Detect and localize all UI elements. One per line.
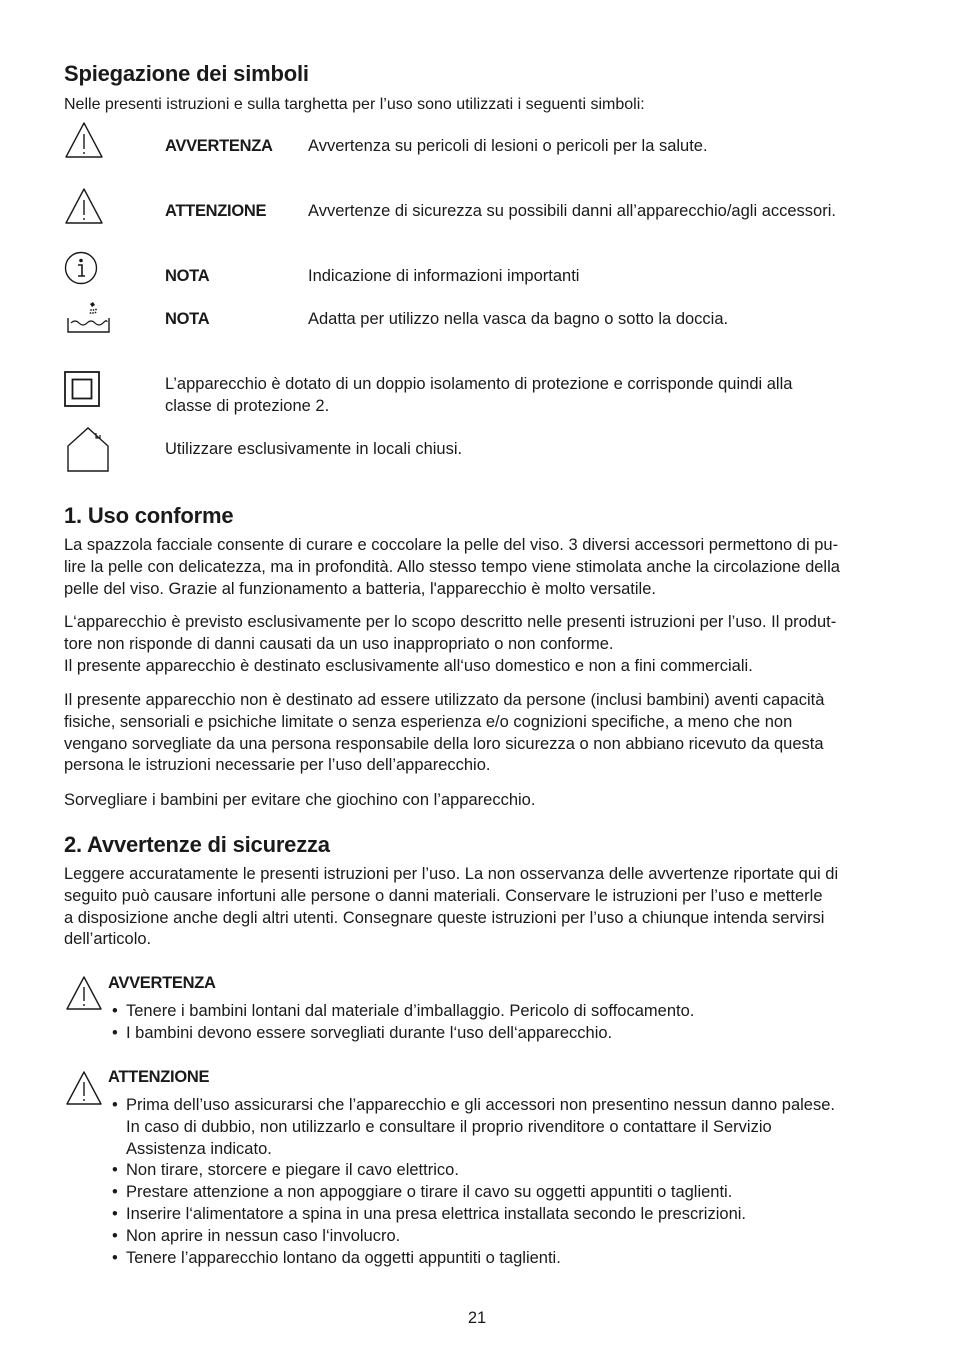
symbol-text-attenzione: Avvertenze di sicurezza su possibili danni all’apparecchio/agli accessori. — [308, 202, 836, 220]
bath-shower-icon — [66, 301, 112, 335]
page-number: 21 — [467, 1309, 487, 1327]
avvertenze-paragraph — [64, 864, 890, 951]
text-line: Il presente apparecchio è destinato esclusivamente all‘uso domestico e non a fini commerciali. — [64, 656, 753, 675]
text-line: dell’articolo. — [64, 930, 152, 949]
uso-paragraph-2 — [64, 612, 890, 677]
text-line: Sorvegliare i bambini per evitare che giochino con l’apparecchio. — [64, 791, 536, 809]
text-line: Leggere accuratamente le presenti istruzioni per l’uso. La non osservanza delle avvertenze riportate qui di — [64, 865, 839, 883]
list-item: • Inserire l‘alimentatore a spina in una presa elettrica installata secondo le prescrizioni. — [112, 1204, 902, 1226]
text-line: lire la pelle con delicatezza, ma in profondità. Allo stesso tempo viene stimolata anche la circolazione della — [64, 557, 840, 576]
insulation-line: L’apparecchio è dotato di un doppio isolamento di protezione e corrisponde quindi alla — [165, 375, 793, 393]
warning-triangle-icon — [64, 121, 104, 159]
text-line: vengano sorvegliate da una persona responsabile della loro sicurezza o non abbiano ricevuto da questa — [64, 734, 824, 753]
section-title-symbols: Spiegazione dei simboli — [64, 61, 309, 86]
text-line: Assistenza indicato. — [126, 1139, 272, 1158]
symbol-text-nota: Indicazione di informazioni importanti — [308, 267, 580, 285]
text-line: • Prima dell’uso assicurarsi che l’apparecchio e gli accessori non presentino nessun danno palese. — [126, 1096, 835, 1114]
text-line: tore non risponde di danni causati da un uso inappropriato o non conforme. — [64, 634, 614, 653]
symbol-text-indoor: Utilizzare esclusivamente in locali chiusi. — [165, 440, 463, 458]
list-item: • Non aprire in nessun caso l‘involucro. — [112, 1226, 902, 1248]
warning-label: AVVERTENZA — [108, 974, 216, 992]
symbol-text-insulation — [165, 374, 792, 417]
caution-label: ATTENZIONE — [108, 1068, 210, 1086]
warning-triangle-icon — [65, 1070, 103, 1106]
section-title-avvertenze: 2. Avvertenze di sicurezza — [64, 832, 330, 857]
caution-list — [112, 1095, 902, 1269]
uso-paragraph-3 — [64, 690, 890, 777]
list-item: • Tenere l’apparecchio lontano da oggetti appuntiti o taglienti. — [112, 1248, 902, 1270]
symbol-text-bath: Adatta per utilizzo nella vasca da bagno o sotto la doccia. — [308, 310, 729, 328]
symbol-label-attenzione: ATTENZIONE — [165, 202, 267, 220]
list-item: • Non tirare, storcere e piegare il cavo elettrico. — [112, 1160, 902, 1182]
text-line: Il presente apparecchio non è destinato ad essere utilizzato da persone (inclusi bambini) aventi capacità — [64, 691, 825, 709]
warning-triangle-icon — [65, 975, 103, 1011]
house-indoor-icon — [66, 426, 110, 472]
info-circle-icon — [64, 251, 98, 285]
symbol-text-avvertenza: Avvertenza su pericoli di lesioni o pericoli per la salute. — [308, 137, 708, 155]
warning-list — [112, 1001, 902, 1045]
insulation-line: classe di protezione 2. — [165, 396, 330, 415]
text-line: In caso di dubbio, non utilizzarlo e consultare il proprio rivenditore o contattare il Servizio — [126, 1117, 772, 1136]
symbols-intro: Nelle presenti istruzioni e sulla targhetta per l’uso sono utilizzati i seguenti simboli: — [64, 96, 645, 113]
text-line: seguito può causare infortuni alle persone o danni materiali. Conservare le istruzioni per l’uso e metterle — [64, 886, 823, 905]
list-item: • Tenere i bambini lontani dal materiale d’imballaggio. Pericolo di soffocamento. — [112, 1001, 902, 1023]
text-line: La spazzola facciale consente di curare e coccolare la pelle del viso. 3 diversi accessori permettono di pu- — [64, 536, 839, 554]
uso-paragraph-1 — [64, 535, 890, 600]
list-item — [112, 1095, 902, 1160]
warning-triangle-icon — [64, 187, 104, 225]
section-title-uso: 1. Uso conforme — [64, 503, 234, 528]
text-line: pelle del viso. Grazie al funzionamento a batteria, l'apparecchio è molto versatile. — [64, 579, 656, 598]
text-line: fisiche, sensoriali e psichiche limitate o senza esperienza e/o cognizioni specifiche, a meno che non — [64, 712, 793, 731]
uso-paragraph-4 — [64, 790, 890, 812]
double-insulation-icon — [64, 371, 100, 407]
list-item: • I bambini devono essere sorvegliati durante l‘uso dell‘apparecchio. — [112, 1023, 902, 1045]
list-item: • Prestare attenzione a non appoggiare o tirare il cavo su oggetti appuntiti o taglienti. — [112, 1182, 902, 1204]
text-line: L‘apparecchio è previsto esclusivamente per lo scopo descritto nelle presenti istruzioni per l’uso. Il produt- — [64, 613, 837, 631]
text-line: persona le istruzioni necessarie per l’uso dell’apparecchio. — [64, 756, 491, 775]
symbol-label-nota-bath: NOTA — [165, 310, 210, 328]
text-line: a disposizione anche degli altri utenti. Consegnare queste istruzioni per l’uso a chiunque intenda servirsi — [64, 908, 825, 927]
symbol-label-nota: NOTA — [165, 267, 210, 285]
symbol-label-avvertenza: AVVERTENZA — [165, 137, 273, 155]
